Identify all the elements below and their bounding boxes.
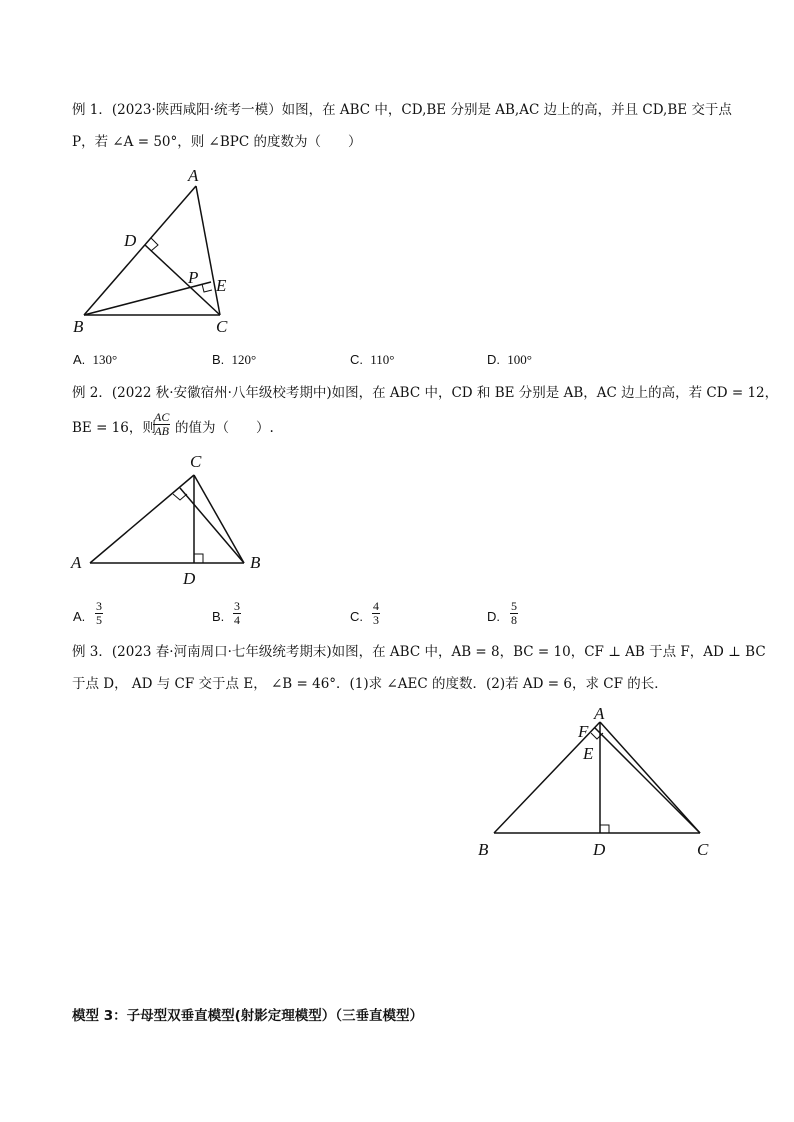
ex2-text-line2-post: 的值为（ ）. — [175, 420, 274, 436]
ex2-option-c: C. — [350, 609, 363, 624]
ex3-label-f: F — [578, 722, 589, 741]
ex2-option-b-fraction: $\frac{3}{4}$ — [234, 599, 240, 627]
ex2-option-c-fraction: $\frac{4}{3}$ — [373, 599, 379, 627]
ex1-option-b: B. 120° — [212, 352, 257, 367]
ex2-option-a: A. — [73, 609, 86, 624]
ex3-segment-cf — [595, 728, 700, 833]
ex2-fraction: $\frac{AC}{AB}$ — [154, 410, 170, 438]
ex2-option-a-fraction: $\frac{3}{5}$ — [96, 599, 102, 627]
ex1-label-a: A — [188, 166, 199, 185]
ex2-option-b: B. — [212, 609, 225, 624]
ex3-side-ac — [600, 722, 700, 833]
ex3-label-a: A — [594, 704, 605, 723]
ex3-label-b: B — [478, 840, 489, 859]
ex1-option-d: D. 100° — [487, 352, 532, 367]
ex2-text-line2: BE = 16，则 — [72, 420, 156, 436]
model-heading: 模型 3：子母型双垂直模型(射影定理模型）（三垂直模型） — [72, 1008, 424, 1024]
ex3-label-d: D — [593, 840, 606, 859]
ex2-label-a: A — [71, 553, 82, 572]
ex2-label-d: D — [183, 569, 196, 588]
ex1-option-a: A. 130° — [73, 352, 118, 367]
ex3-label-e: E — [583, 744, 594, 763]
ex3-right-angle-d — [600, 825, 609, 833]
ex3-text-line1: 例 3．(2023 春·河南周口·七年级统考期末)如图，在 ABC 中，AB = 8，BC = 10，CF ⊥ AB 于点 F，AD ⊥ BC — [72, 644, 766, 660]
ex1-text-line2: P，若 ∠A = 50°，则 ∠BPC 的度数为（ ） — [72, 134, 362, 150]
ex2-option-d-fraction: $\frac{5}{8}$ — [511, 599, 517, 627]
ex2-label-c: C — [190, 452, 202, 471]
ex1-label-d: D — [124, 231, 137, 250]
ex1-label-p: P — [188, 268, 199, 287]
ex1-label-e: E — [216, 276, 227, 295]
ex1-label-b: B — [73, 317, 84, 336]
ex1-label-c: C — [216, 317, 228, 336]
ex2-label-b: B — [250, 553, 261, 572]
ex2-text-line1: 例 2．(2022 秋·安徽宿州·八年级校考期中)如图，在 ABC 中，CD 和 BE 分别是 AB，AC 边上的高，若 CD = 12， — [72, 385, 779, 401]
ex2-option-d: D. — [487, 609, 500, 624]
ex3-text-line2: 于点 D， AD 与 CF 交于点 E， ∠B = 46°．(1)求 ∠AEC 的度数．(2)若 AD = 6，求 CF 的长． — [72, 676, 668, 692]
ex1-text-line1: 例 1．(2023·陕西咸阳·统考一模）如图，在 ABC 中，CD,BE 分别是 AB,AC 边上的高，并且 CD,BE 交于点 — [72, 102, 732, 118]
ex3-label-c: C — [697, 840, 709, 859]
ex1-option-c: C. 110° — [350, 352, 395, 367]
